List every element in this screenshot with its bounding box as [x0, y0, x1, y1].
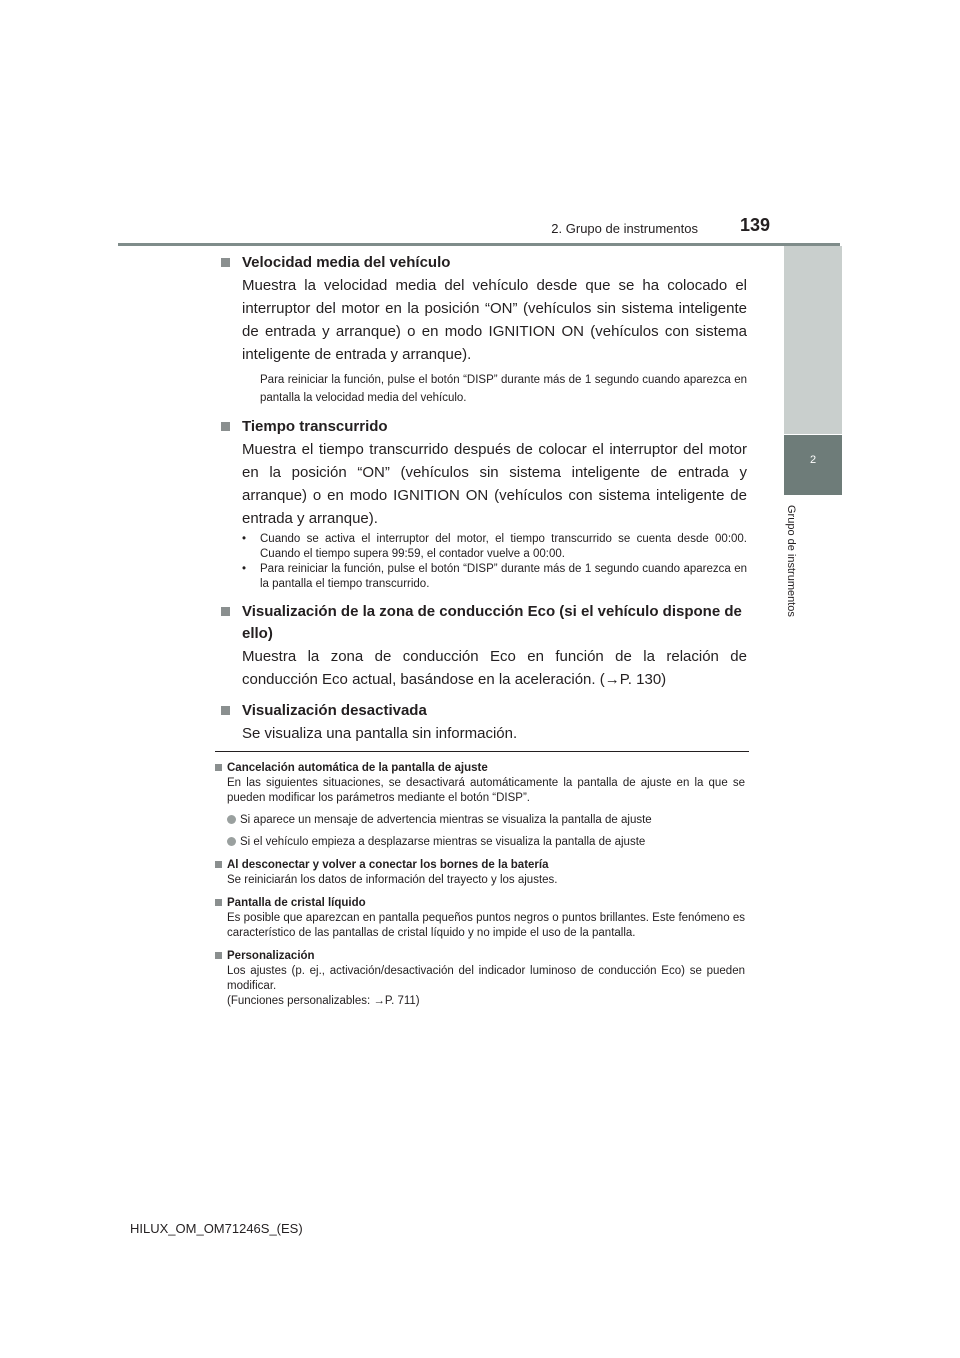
note-body: Es posible que aparezcan en pantalla pequeños puntos negros o puntos brillantes. Este fenómeno es característico de las pantallas de cristal líquido y no impide el uso de la pantalla. [227, 912, 745, 939]
section-body: Muestra el tiempo transcurrido después de colocar el interruptor del motor en la posición “ON” (vehículos sin sistema inteligente de entrada y arranque) o en modo IGNITION ON (vehículos con sistema inteligente de entrada y arranque). [242, 441, 747, 527]
main-content [215, 252, 747, 754]
note-title: Personalización [227, 950, 315, 962]
side-band [784, 246, 842, 434]
square-bullet-icon [215, 899, 222, 906]
section-title: Visualización desactivada [242, 702, 427, 719]
note-title: Cancelación automática de la pantalla de ajuste [227, 762, 488, 774]
note-reference: (Funciones personalizables: →P. 711) [227, 995, 420, 1007]
note-customization [215, 948, 745, 1009]
note-battery [215, 857, 745, 888]
section-title: Velocidad media del vehículo [242, 254, 451, 271]
section-title: Visualización de la zona de conducción Eco (si el vehículo dispone de ello) [242, 603, 742, 642]
list-item: • Para reiniciar la función, pulse el botón “DISP” durante más de 1 segundo cuando aparezca en la pantalla el tiempo transcurrido. [242, 563, 747, 590]
list-item: • Cuando se activa el interruptor del motor, el tiempo transcurrido se cuenta desde 00:00. Cuando el tiempo supera 99:59, el contador vuelve a 00:00. [242, 533, 747, 560]
square-bullet-icon [215, 861, 222, 868]
divider [215, 751, 749, 752]
square-bullet-icon [221, 607, 230, 616]
section-eco-zone [215, 601, 747, 691]
circle-bullet-icon [227, 815, 236, 824]
side-tab-label: Grupo de instrumentos [785, 505, 797, 617]
note-title: Al desconectar y volver a conectar los bornes de la batería [227, 859, 549, 871]
chapter-title: 2. Grupo de instrumentos [551, 221, 698, 236]
header-rule [118, 243, 840, 246]
section-body: Muestra la velocidad media del vehículo desde que se ha colocado el interruptor del motor en la posición “ON” (vehículos sin sistema inteligente de entrada y arranque) o en modo IGNITION ON (vehículos con sistema inteligente de entrada y arranque). [242, 277, 747, 363]
section-note: Para reiniciar la función, pulse el botón “DISP” durante más de 1 segundo cuando aparezca en pantalla la velocidad media del vehículo. [260, 374, 747, 404]
bullet-list [242, 532, 747, 592]
note-lcd [215, 895, 745, 941]
notes [215, 760, 745, 1016]
section-body: Se visualiza una pantalla sin información. [242, 725, 518, 742]
section-average-speed [215, 252, 747, 407]
square-bullet-icon [215, 952, 222, 959]
note-body: En las siguientes situaciones, se desactivará automáticamente la pantalla de ajuste en la que se pueden modificar los parámetros mediante el botón “DISP”. [227, 777, 745, 804]
section-elapsed-time [215, 416, 747, 592]
circle-bullet-icon [227, 837, 236, 846]
square-bullet-icon [221, 422, 230, 431]
note-title: Pantalla de cristal líquido [227, 897, 366, 909]
section-title: Tiempo transcurrido [242, 418, 388, 435]
section-display-off [215, 700, 747, 745]
side-tab-number: 2 [784, 435, 842, 495]
list-item: Si el vehículo empieza a desplazarse mientras se visualiza la pantalla de ajuste [227, 834, 745, 850]
section-body: Muestra la zona de conducción Eco en función de la relación de conducción Eco actual, basándose en la aceleración. (→P. 130) [242, 648, 747, 688]
doc-code: HILUX_OM_OM71246S_(ES) [130, 1221, 303, 1236]
note-body: Los ajustes (p. ej., activación/desactivación del indicador luminoso de conducción Eco) se pueden modificar. [227, 965, 745, 992]
page-number: 139 [740, 215, 771, 235]
square-bullet-icon [221, 258, 230, 267]
square-bullet-icon [215, 764, 222, 771]
square-bullet-icon [221, 706, 230, 715]
list-item: Si aparece un mensaje de advertencia mientras se visualiza la pantalla de ajuste [227, 812, 745, 828]
note-auto-cancel [215, 760, 745, 850]
note-body: Se reiniciarán los datos de información del trayecto y los ajustes. [227, 874, 558, 886]
